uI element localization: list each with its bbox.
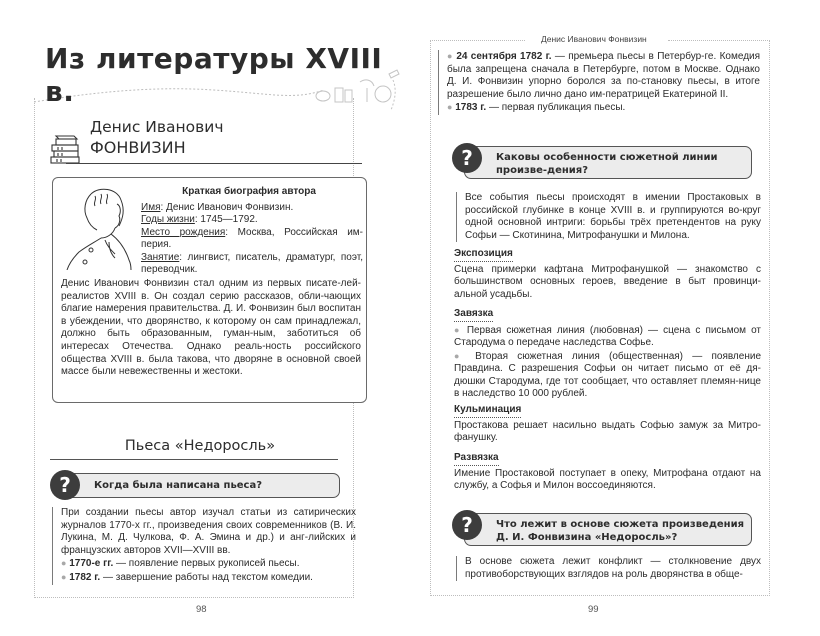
timeline-date: 24 сентября 1782 г. bbox=[456, 51, 552, 62]
bio-title: Краткая биография автора bbox=[182, 186, 316, 197]
heading-underline bbox=[66, 163, 362, 164]
section-heading-resolution: Развязка bbox=[454, 452, 499, 466]
list-item bbox=[454, 324, 761, 350]
bio-field-name bbox=[141, 202, 363, 214]
page-number: 98 bbox=[190, 604, 213, 615]
question-box bbox=[452, 143, 752, 179]
list-item-text: Первая сюжетная линия (любовная) — сцена с письмом от Стародума о передаче наследства Софье. bbox=[454, 325, 761, 349]
timeline-text: — первая публикация пьесы. bbox=[486, 102, 626, 114]
bio-field-birthplace bbox=[141, 227, 363, 252]
field-value: : 1745—1792. bbox=[194, 214, 258, 226]
section-heading-setup: Завязка bbox=[454, 308, 493, 322]
list-item-text: Вторая сюжетная линия (общественная) — появление Правдина. С разрешения Софьи он читает письмо от её дя-дюшки Стародума, где тот сообщает, что оставляет племян-нице в наследство 10 000 рублей. bbox=[454, 350, 762, 400]
bullet-icon: ● bbox=[447, 51, 453, 61]
timeline-item bbox=[61, 571, 356, 585]
continued-timeline bbox=[438, 50, 760, 115]
field-label: Имя bbox=[141, 202, 161, 213]
question-text bbox=[496, 518, 746, 544]
timeline-item bbox=[61, 557, 356, 571]
timeline-text: — премьера пьесы в Петербур-ге. Комедия была запрещена сначала в Петербурге, потом в Москве. Однако Д. И. Фонвизин упорно боролся за по-становку пьесы, в итоге разрешение было лично дано им-ператрицей Екатериной II. bbox=[447, 51, 761, 100]
question-mark-icon: ? bbox=[50, 470, 80, 500]
running-head: Денис Иванович Фонвизин bbox=[535, 34, 653, 45]
bullet-icon: ● bbox=[61, 571, 67, 582]
author-heading bbox=[46, 118, 362, 168]
author-first-names: Денис Иванович bbox=[90, 118, 224, 136]
bio-paragraph: Денис Иванович Фонвизин стал одним из первых писате-лей-реалистов XVIII в. Он создал серию рассказов, обли-чающих благие намерения правительства. Д. И. Фонвизин был воспитан в убеждении, что дворянство, к которому он сам принадлежал, должно быть образованным, гуман-ным, заботиться об интересах Отечества. Однако реаль-ность российского общества XVIII в. была такова, что дворяне в основной своей массе были невежественны и жестоки. bbox=[61, 278, 361, 378]
bullet-icon: ● bbox=[447, 102, 453, 113]
timeline-text: — завершение работы над текстом комедии. bbox=[100, 571, 313, 583]
field-label: Занятие bbox=[141, 251, 180, 263]
bullet-icon: ● bbox=[61, 558, 67, 569]
question-line: Что лежит в основе сюжета произведения bbox=[496, 519, 745, 530]
answer-block bbox=[52, 507, 356, 585]
play-title: Пьеса «Недоросль» bbox=[124, 438, 276, 454]
biography-box bbox=[52, 177, 367, 403]
section-text: Имение Простаковой поступает в опеку, Митрофана отдают на службу, а Софья и Милон воссоединяются. bbox=[454, 468, 761, 492]
question-mark-icon: ? bbox=[452, 143, 482, 173]
books-stack-icon bbox=[48, 130, 86, 166]
page-number: 99 bbox=[582, 604, 605, 615]
section-heading-exposition: Экспозиция bbox=[454, 248, 513, 262]
field-label: Годы жизни bbox=[141, 214, 195, 226]
timeline-item bbox=[447, 101, 760, 115]
answer-block bbox=[456, 192, 761, 242]
bio-field-years bbox=[141, 214, 363, 226]
bullet-icon: ● bbox=[454, 325, 462, 335]
author-last-name: ФОНВИЗИН bbox=[90, 138, 186, 157]
question-box bbox=[452, 510, 752, 546]
play-title-underline bbox=[50, 459, 338, 460]
fonvizin-portrait-icon bbox=[61, 184, 139, 270]
field-value: : Москва, Российская им-перия. bbox=[141, 226, 363, 251]
bio-fields bbox=[141, 202, 363, 276]
field-label: Место рождения bbox=[141, 226, 226, 238]
section-heading-climax: Кульминация bbox=[454, 404, 521, 418]
section-list bbox=[454, 324, 761, 400]
question-box bbox=[50, 470, 340, 498]
answer-text: В основе сюжета лежит конфликт — столкновение двух противоборствующих взглядов на роль дворянства в обще- bbox=[465, 556, 761, 580]
frame-top-rule bbox=[668, 40, 770, 41]
timeline-date: 1770-е гг. bbox=[69, 558, 114, 570]
field-value: : лингвист, писатель, драматург, поэт, переводчик. bbox=[141, 251, 363, 276]
section-text: Сцена примерки кафтана Митрофанушкой — знакомство с большинством основных героев, введение в быт провинци-альной усадьбы. bbox=[454, 264, 761, 300]
chapter-title: Из литературы XVIII в. bbox=[45, 42, 383, 108]
field-value: : Денис Иванович Фонвизин. bbox=[160, 202, 294, 213]
timeline-item bbox=[447, 50, 760, 101]
question-mark-icon: ? bbox=[452, 510, 482, 540]
timeline-date: 1782 г. bbox=[69, 571, 101, 583]
question-line: Д. И. Фонвизина «Недоросль»? bbox=[496, 532, 678, 543]
bullet-icon: ● bbox=[454, 350, 466, 361]
question-text: Когда была написана пьеса? bbox=[94, 480, 263, 491]
answer-block bbox=[456, 556, 761, 581]
decorative-doodles-icon bbox=[305, 68, 405, 110]
list-item bbox=[454, 350, 761, 401]
answer-text: При создании пьесы автор изучал статьи из сатирических журналов 1770-х гг., произведения своих современников (В. И. Лукина, М. Д. Чулкова, Ф. А. Эмина и др.) и анг-лийских и французских авторов XVII—XVIII вв. bbox=[61, 507, 356, 556]
question-text: Каковы особенности сюжетной линии произве-дения? bbox=[496, 152, 718, 176]
timeline-date: 1783 г. bbox=[455, 102, 487, 114]
bio-field-occupation bbox=[141, 252, 363, 277]
right-page bbox=[410, 0, 820, 636]
section-text: Простакова решает насильно выдать Софью замуж за Митро-фанушку. bbox=[454, 420, 761, 444]
answer-text: Все события пьесы происходят в имении Простаковых в российской глубинке в конце XVIII в. и группируются во-круг одной основной интриги: борьбы трёх претендентов на руку Софьи — Скотинина, Митрофанушки и Милона. bbox=[465, 192, 761, 241]
frame-top-rule bbox=[430, 40, 525, 41]
timeline-text: — появление первых рукописей пьесы. bbox=[113, 558, 300, 570]
